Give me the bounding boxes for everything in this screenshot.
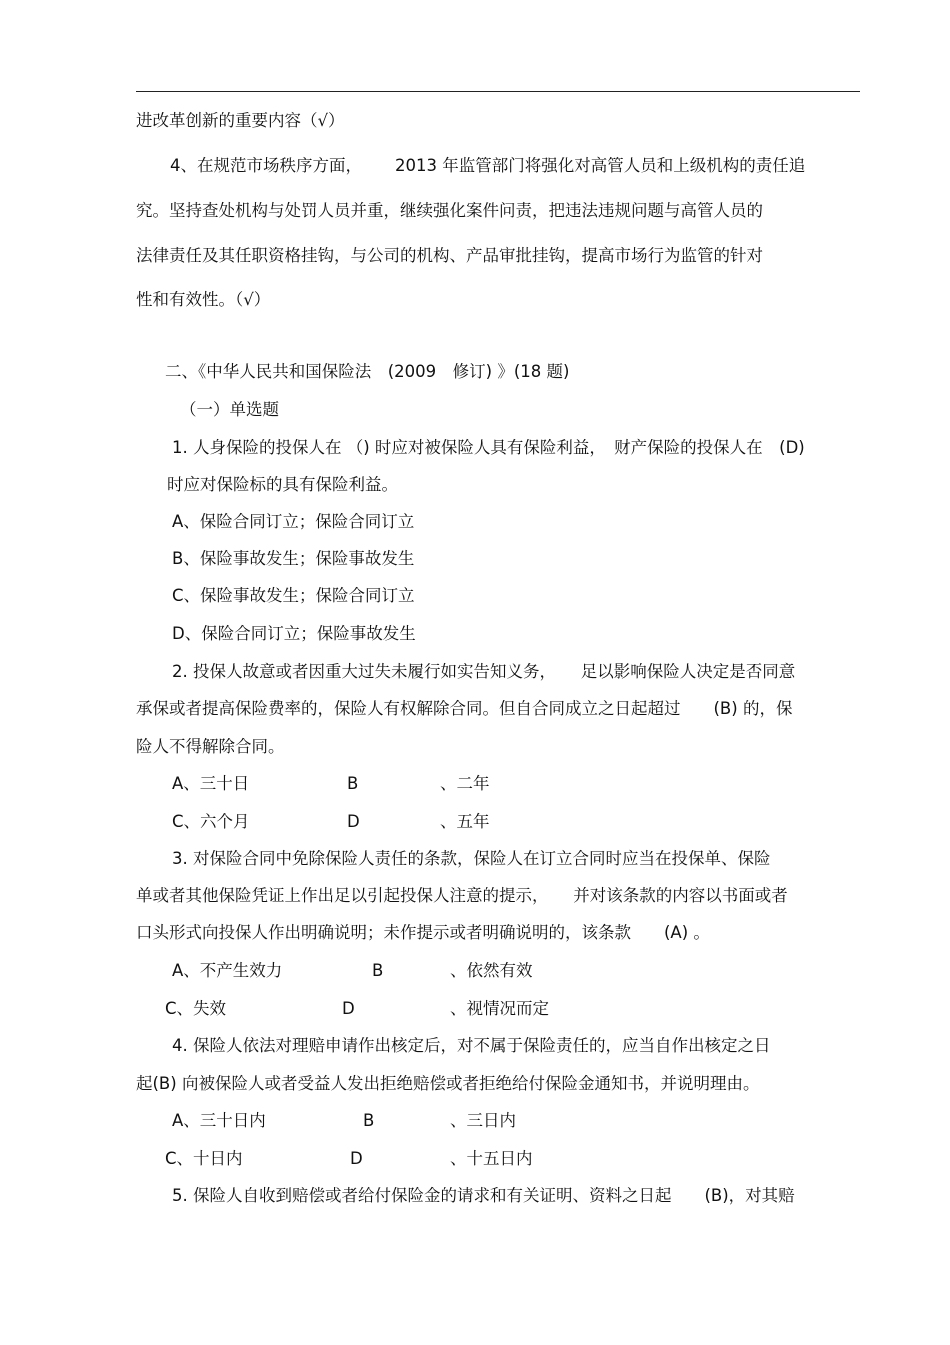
text-line: 4、在规范市场秩序方面， [170, 156, 362, 175]
section-heading: 二、《中华人民共和国保险法 (2009 修订) 》(18 题) [165, 362, 570, 381]
option-a: A、不产生效力 [172, 961, 283, 980]
option-c: C、六个月 [172, 812, 250, 831]
question-text: 4. 保险人依法对理赔申请作出核定后，对不属于保险责任的，应当自作出核定之日 [172, 1036, 771, 1055]
option-d: 、五年 [440, 812, 490, 831]
option-b: 、二年 [440, 774, 490, 793]
option-a: A、三十日内 [172, 1111, 266, 1130]
option-b: 、依然有效 [450, 961, 533, 980]
option-b-letter: B [363, 1111, 375, 1130]
option-d-letter: D [347, 812, 360, 831]
text-line: 究。坚持查处机构与处罚人员并重，继续强化案件问责，把违法违规问题与高管人员的 [136, 201, 763, 220]
option-c: C、失效 [165, 999, 227, 1018]
option-b: 、三日内 [450, 1111, 516, 1130]
question-text: 承保或者提高保险费率的，保险人有权解除合同。但自合同成立之日起超过 (B) 的，保 [136, 699, 793, 718]
question-text: 2. 投保人故意或者因重大过失未履行如实告知义务， 足以影响保险人决定是否同意 [172, 662, 796, 681]
option-c: C、保险事故发生；保险合同订立 [172, 586, 415, 605]
option-b-letter: B [347, 774, 359, 793]
question-text: 1. 人身保险的投保人在 （) 时应对被保险人具有保险利益， 财产保险的投保人在 (D) [172, 438, 805, 457]
option-a: A、保险合同订立；保险合同订立 [172, 512, 415, 531]
question-text: 险人不得解除合同。 [136, 737, 285, 756]
option-d-letter: D [350, 1149, 363, 1168]
option-d: 、视情况而定 [450, 999, 549, 1018]
option-d-letter: D [342, 999, 355, 1018]
question-text: 3. 对保险合同中免除保险人责任的条款，保险人在订立合同时应当在投保单、保险 [172, 849, 771, 868]
subsection-heading: （一）单选题 [180, 400, 279, 419]
option-d: D、保险合同订立；保险事故发生 [172, 624, 416, 643]
question-text: 起(B) 向被保险人或者受益人发出拒绝赔偿或者拒绝给付保险金通知书，并说明理由。 [136, 1074, 760, 1093]
option-b: B、保险事故发生；保险事故发生 [172, 549, 415, 568]
question-text: 单或者其他保险凭证上作出足以引起投保人注意的提示， 并对该条款的内容以书面或者 [136, 886, 788, 905]
question-text: 口头形式向投保人作出明确说明；未作提示或者明确说明的，该条款 (A) 。 [136, 923, 710, 942]
text-line: 法律责任及其任职资格挂钩，与公司的机构、产品审批挂钩，提高市场行为监管的针对 [136, 246, 763, 265]
text-line: 2013 年监管部门将强化对高管人员和上级机构的责任追 [395, 156, 806, 175]
option-a: A、三十日 [172, 774, 250, 793]
question-text: 5. 保险人自收到赔偿或者给付保险金的请求和有关证明、资料之日起 (B)，对其赔 [172, 1186, 795, 1205]
question-text: 时应对保险标的具有保险利益。 [167, 475, 398, 494]
option-d: 、十五日内 [450, 1149, 533, 1168]
text-line: 性和有效性。（√） [136, 290, 271, 309]
text-line: 进改革创新的重要内容（√） [136, 111, 345, 130]
option-b-letter: B [372, 961, 384, 980]
header-rule [136, 91, 860, 92]
option-c: C、十日内 [165, 1149, 243, 1168]
